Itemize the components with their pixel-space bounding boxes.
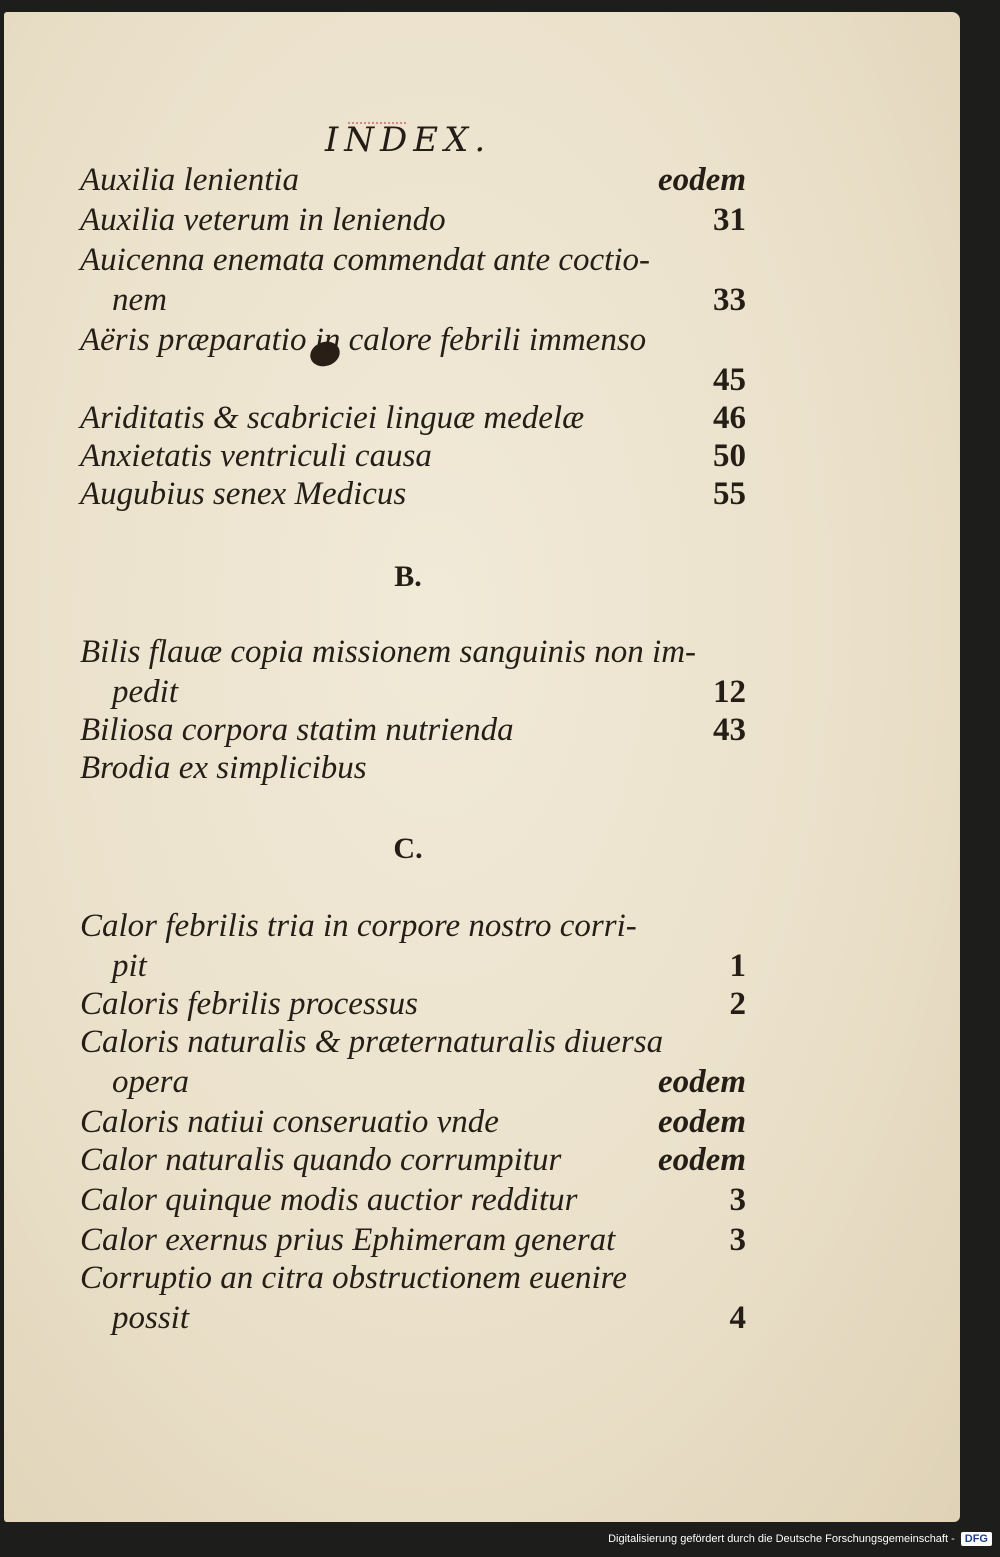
entry-text: Auicenna enemata commendat ante coctio- — [80, 242, 650, 278]
index-entry — [80, 710, 746, 750]
entry-page: 1 — [729, 948, 746, 984]
section-letter-b: B. — [394, 560, 422, 593]
entry-text: pit — [112, 948, 147, 984]
index-entry — [80, 1258, 746, 1298]
entry-page: 50 — [713, 438, 746, 474]
entry-text: pedit — [112, 674, 178, 710]
entry-text: Caloris natiui conseruatio vnde — [80, 1104, 499, 1140]
index-entry-continuation — [80, 360, 746, 400]
entry-text: Brodia ex simplicibus — [80, 750, 367, 786]
index-entry-continuation — [80, 672, 746, 712]
book-page — [4, 12, 960, 1522]
index-entry — [80, 160, 746, 200]
entry-page: 31 — [713, 202, 746, 238]
entry-page: 2 — [729, 986, 746, 1022]
entry-text: Aëris præparatio in calore febrili immenso — [80, 322, 647, 358]
index-entry — [80, 436, 746, 476]
entry-page: 3 — [729, 1182, 746, 1218]
index-entry — [80, 240, 746, 280]
entry-text: Biliosa corpora statim nutrienda — [80, 712, 514, 748]
entry-text: Calor febrilis tria in corpore nostro corri- — [80, 908, 637, 944]
entry-page: 12 — [713, 674, 746, 710]
index-entry — [80, 1140, 746, 1180]
entry-page: eodem — [658, 162, 746, 198]
index-entry-continuation — [80, 1298, 746, 1338]
entry-text: Calor quinque modis auctior redditur — [80, 1182, 578, 1218]
index-entry-continuation — [80, 280, 746, 320]
index-entry — [80, 748, 746, 788]
index-entry — [80, 1022, 746, 1062]
digitization-footer — [608, 1529, 992, 1549]
index-entry — [80, 398, 746, 438]
entry-page: 4 — [729, 1300, 746, 1336]
entry-page: 33 — [713, 282, 746, 318]
entry-page: 55 — [713, 476, 746, 512]
dfg-logo: DFG — [961, 1532, 992, 1546]
entry-page: eodem — [658, 1104, 746, 1140]
entry-text: opera — [112, 1064, 189, 1100]
index-entry-continuation — [80, 1062, 746, 1102]
entry-text: Caloris febrilis processus — [80, 986, 418, 1022]
index-entry — [80, 1102, 746, 1142]
index-entry — [80, 320, 746, 360]
entry-text: Corruptio an citra obstructionem euenire — [80, 1260, 627, 1296]
entry-page: eodem — [658, 1142, 746, 1178]
entry-page: 45 — [713, 362, 746, 398]
entry-text: Auxilia veterum in leniendo — [80, 202, 446, 238]
entry-text: Auxilia lenientia — [80, 162, 300, 198]
footer-text: Digitalisierung gefördert durch die Deutsche Forschungsgemeinschaft - — [608, 1533, 955, 1545]
entry-text: Augubius senex Medicus — [80, 476, 407, 512]
entry-text: possit — [112, 1300, 190, 1336]
entry-text: Calor exernus prius Ephimeram generat — [80, 1222, 616, 1258]
index-entry — [80, 1220, 746, 1260]
entry-text: nem — [112, 282, 167, 318]
entry-text: Calor naturalis quando corrumpitur — [80, 1142, 562, 1178]
entry-text: Ariditatis & scabriciei linguæ medelæ — [80, 400, 585, 436]
entry-text: Bilis flauæ copia missionem sanguinis non im- — [80, 634, 697, 670]
entry-text: Anxietatis ventriculi causa — [80, 438, 432, 474]
entry-page: 46 — [713, 400, 746, 436]
page-header: INDEX. — [324, 120, 492, 160]
entry-page: 3 — [729, 1222, 746, 1258]
index-entry — [80, 474, 746, 514]
entry-page: eodem — [658, 1064, 746, 1100]
index-entry — [80, 200, 746, 240]
index-entry-continuation — [80, 946, 746, 986]
index-entry — [80, 984, 746, 1024]
index-entry — [80, 1180, 746, 1220]
entry-text: Caloris naturalis & præternaturalis diuersa — [80, 1024, 664, 1060]
entry-page: 43 — [713, 712, 746, 748]
section-letter-c: C. — [393, 832, 423, 865]
index-entry — [80, 906, 746, 946]
index-entry — [80, 632, 746, 672]
